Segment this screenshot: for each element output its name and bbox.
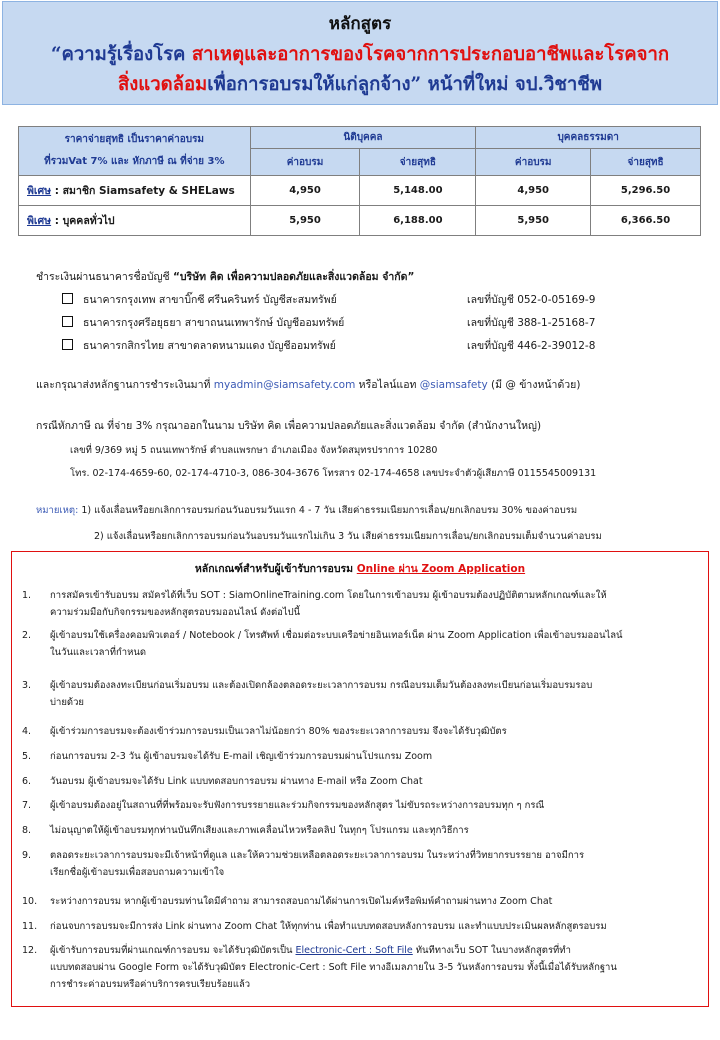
rule-number: 4. [22,726,32,737]
rule-text: ผู้เข้าอบรมต้องลงทะเบียนก่อนเริ่มอบรม และต้องเปิดกล้องตลอดระยะเวลาการอบรม กรณีอบรมเต็มวันต้องลงทะเบียนก่อนเริ่มอบรมรอบ [50,680,593,691]
course-title-part3: สิ่งแวดล้อม [117,74,208,95]
bank-name: ธนาคารกสิกรไทย สาขาตลาดหนามแดง บัญชีออมทรัพย์ [83,340,336,352]
rule-item [22,677,692,711]
rule-item [22,942,692,993]
course-header [2,1,718,105]
price-note-line2: ที่รวมVat 7% และ หักภาษี ณ ที่จ่าย 3% [44,156,225,167]
rules-title-text: หลักเกณฑ์สำหรับผู้เข้ารับการอบรม [194,563,357,575]
remark-text: 1) แจ้งเลื่อนหรือยกเลิกการอบรมก่อนวันอบรมวันแรก 4 - 7 วัน เสียค่าธรรมเนียมการเลื่อน/ยกเลิกอบรม 30% ของค่าอบรม [78,505,578,516]
rule-item [22,723,692,740]
evidence-text: และกรุณาส่งหลักฐานการชำระเงินมาที่ [36,379,214,391]
col-net-juristic: จ่ายสุทธิ [360,149,476,176]
rule-number: 10. [22,896,38,907]
rule-text: ก่อนจบการอบรมจะมีการส่ง Link ผ่านทาง Zoom Chat ให้ทุกท่าน เพื่อทำแบบทดสอบหลังการอบรม และทำแบบประเมินผลหลักสูตรอบรม [50,921,607,932]
rule-number: 11. [22,921,38,932]
rule-text: ผู้เข้าร่วมการอบรมจะต้องเข้าร่วมการอบรมเป็นเวลาไม่น้อยกว่า 80% ของระยะเวลาการอบรม จึงจะได้รับวุฒิบัตร [50,726,507,737]
remark-label: หมายเหตุ: [36,505,79,516]
cell-value: 5,148.00 [360,176,476,206]
payment-intro-text: ชำระเงินผ่านธนาคารชื่อบัญชี [36,271,173,283]
rule-number: 5. [22,751,32,762]
remark-1 [36,503,577,518]
bank-name: ธนาคารกรุงเทพ สาขาบิ๊กซี ศรีนครินทร์ บัญชีสะสมทรัพย์ [83,294,337,306]
payment-intro [36,268,414,285]
rule-text: ผู้เข้าอบรมใช้เครื่องคอมพิวเตอร์ / Notebook / โทรศัพท์ เชื่อมต่อระบบเครือข่ายอินเทอร์เน็ต ผ่าน Zoom Application เพื่อเข้าอบรมออนไลน์ [50,630,623,641]
rule-text: บ่ายด้วย [50,697,85,708]
special-tag: พิเศษ [27,215,52,227]
price-note-line1: ราคาจ่ายสุทธิ เป็นราคาค่าอบรม [64,134,205,145]
rule-text-post: ทันทีทางเว็บ SOT ในบางหลักสูตรที่ทำ [412,945,571,956]
rules-title-highlight: Online ผ่าน Zoom Application [356,563,526,575]
row-label-general [19,206,251,236]
rule-text: ผู้เข้าอบรมต้องอยู่ในสถานที่ที่พร้อมจะรับฟังการบรรยายและร่วมกิจกรรมของหลักสูตร ไม่ขับรถระหว่างการอบรมทุก ๆ กรณี [50,800,545,811]
bank-item [62,337,336,354]
course-title-part1: “ความรู้เรื่องโรค [50,44,192,65]
price-table [18,126,701,236]
electronic-cert-link[interactable]: Electronic-Cert : Soft File [295,945,413,956]
rule-item [22,797,692,814]
bank-item [62,314,344,331]
rule-number: 1. [22,590,32,601]
evidence-line-id[interactable]: @siamsafety [419,379,488,391]
course-label: หลักสูตร [328,14,392,34]
cell-value: 6,188.00 [360,206,476,236]
checkbox-icon [62,293,73,304]
course-title-part4: เพื่อการอบรมให้แก่ลูกจ้าง” [207,74,422,95]
checkbox-icon [62,316,73,327]
bank-account: เลขที่บัญชี 052-0-05169-9 [467,294,596,306]
rule-item [22,587,692,621]
rule-number: 8. [22,825,32,836]
rule-item [22,893,692,910]
rule-item [22,627,692,661]
group-individual: บุคคลธรรมดา [476,127,701,149]
account-name: “บริษัท คิด เพื่อความปลอดภัยและสิ่งแวดล้อม จำกัด” [172,271,415,283]
rule-text: ก่อนการอบรม 2-3 วัน ผู้เข้าอบรมจะได้รับ E-mail เชิญเข้าร่วมการอบรมผ่านโปรแกรม Zoom [50,751,433,762]
rule-item [22,773,692,790]
rule-text: การชำระค่าอบรมหรือค่าบริการครบเรียบร้อยแล้ว [50,979,251,990]
rule-item [22,918,692,935]
rule-number: 12. [22,945,38,956]
rule-text-pre: ผู้เข้ารับการอบรมที่ผ่านเกณฑ์การอบรม จะได้รับวุฒิบัตรเป็น [50,945,296,956]
rule-text: ตลอดระยะเวลาการอบรมจะมีเจ้าหน้าที่ดูแล และให้ความช่วยเหลือตลอดระยะเวลาการอบรม ในระหว่างที่วิทยากรบรรยาย อาจมีการ [50,850,585,861]
bank-account: เลขที่บัญชี 446-2-39012-8 [467,340,596,352]
rules-box [11,551,709,1007]
row-label-member [19,176,251,206]
col-fee-juristic: ค่าอบรม [250,149,360,176]
col-net-individual: จ่ายสุทธิ [591,149,701,176]
rule-text: เรียกชื่อผู้เข้าอบรมเพื่อสอบถามความเข้าใจ [50,867,225,878]
course-title-part2: สาเหตุและอาการของโรคจากการประกอบอาชีพและโรคจาก [191,44,670,65]
remark-2: 2) แจ้งเลื่อนหรือยกเลิกการอบรมก่อนวันอบรมวันแรกไม่เกิน 3 วัน เสียค่าธรรมเนียมการเลื่อน/ยกเลิกอบรมเต็มจำนวนค่าอบรม [94,531,602,542]
rule-number: 6. [22,776,32,787]
rules-title [12,560,708,577]
row-label-text: : บุคคลทั่วไป [51,215,115,227]
price-note [19,127,251,176]
table-row [19,206,701,236]
rule-item [22,847,692,881]
course-title-part5: หน้าที่ใหม่ จป.วิชาชีพ [421,74,603,95]
rule-text: แบบทดสอบผ่าน Google Form จะได้รับวุฒิบัตร Electronic-Cert : Soft File ทางอีเมลภายใน 3-5 วันหลังการอบรม ทั้งนี้เมื่อได้รับหลักฐาน [50,962,617,973]
col-fee-individual: ค่าอบรม [476,149,591,176]
tax-line: กรณีหักภาษี ณ ที่จ่าย 3% กรุณาออกในนาม บริษัท คิด เพื่อความปลอดภัยและสิ่งแวดล้อม จำกัด (สำนักงานใหญ่) [36,420,542,432]
rule-item [22,822,692,839]
cell-value: 5,950 [250,206,360,236]
rule-text: ระหว่างการอบรม หากผู้เข้าอบรมท่านใดมีคำถาม สามารถสอบถามได้ผ่านการเปิดไมค์หรือพิมพ์คำถามผ่านทาง Zoom Chat [50,896,553,907]
rule-text: ความร่วมมือกับกิจกรรมของหลักสูตรอบรมออนไลน์ ดังต่อไปนี้ [50,607,301,618]
cell-value: 4,950 [250,176,360,206]
rule-text: ไม่อนุญาตให้ผู้เข้าอบรมทุกท่านบันทึกเสียงและภาพเคลื่อนไหวหรือคลิป ในทุกๆ โปรแกรม และทุกวิธีการ [50,825,469,836]
bank-account: เลขที่บัญชี 388-1-25168-7 [467,317,596,329]
rule-number: 3. [22,680,32,691]
rule-text: การสมัครเข้ารับอบรม สมัครได้ที่เว็บ SOT : SiamOnlineTraining.com โดยในการเข้าอบรม ผู้เข้าอบรมต้องปฏิบัติตามหลักเกณฑ์และให้ [50,590,607,601]
rule-item [22,748,692,765]
evidence-email-link[interactable]: myadmin@siamsafety.com [213,379,356,391]
course-title [3,40,717,100]
company-phones: โทร. 02-174-4659-60, 02-174-4710-3, 086-304-3676 โทรสาร 02-174-4658 เลขประจำตัวผู้เสียภาษี 0115545009131 [70,468,597,479]
rule-number: 2. [22,630,32,641]
row-label-text: : สมาชิก Siamsafety & SHELaws [51,185,235,197]
rule-number: 7. [22,800,32,811]
cell-value: 5,296.50 [591,176,701,206]
table-row [19,176,701,206]
cell-value: 5,950 [476,206,591,236]
special-tag: พิเศษ [27,185,52,197]
cell-value: 6,366.50 [591,206,701,236]
rule-number: 9. [22,850,32,861]
group-juristic: นิติบุคคล [250,127,476,149]
bank-name: ธนาคารกรุงศรีอยุธยา สาขาถนนเทพารักษ์ บัญชีออมทรัพย์ [83,317,345,329]
rule-text: วันอบรม ผู้เข้าอบรมจะได้รับ Link แบบทดสอบการอบรม ผ่านทาง E-mail หรือ Zoom Chat [50,776,423,787]
evidence-text: หรือไลน์แอท [355,379,420,391]
bank-item [62,291,337,308]
company-address: เลขที่ 9/369 หมู่ 5 ถนนเทพารักษ์ ตำบลแพรกษา อำเภอเมือง จังหวัดสมุทรปราการ 10280 [70,445,438,456]
rule-text [50,942,692,959]
rule-text: ในวันและเวลาที่กำหนด [50,647,147,658]
cell-value: 4,950 [476,176,591,206]
checkbox-icon [62,339,73,350]
evidence-text: (มี @ ข้างหน้าด้วย) [487,379,581,391]
evidence-line [36,376,580,393]
